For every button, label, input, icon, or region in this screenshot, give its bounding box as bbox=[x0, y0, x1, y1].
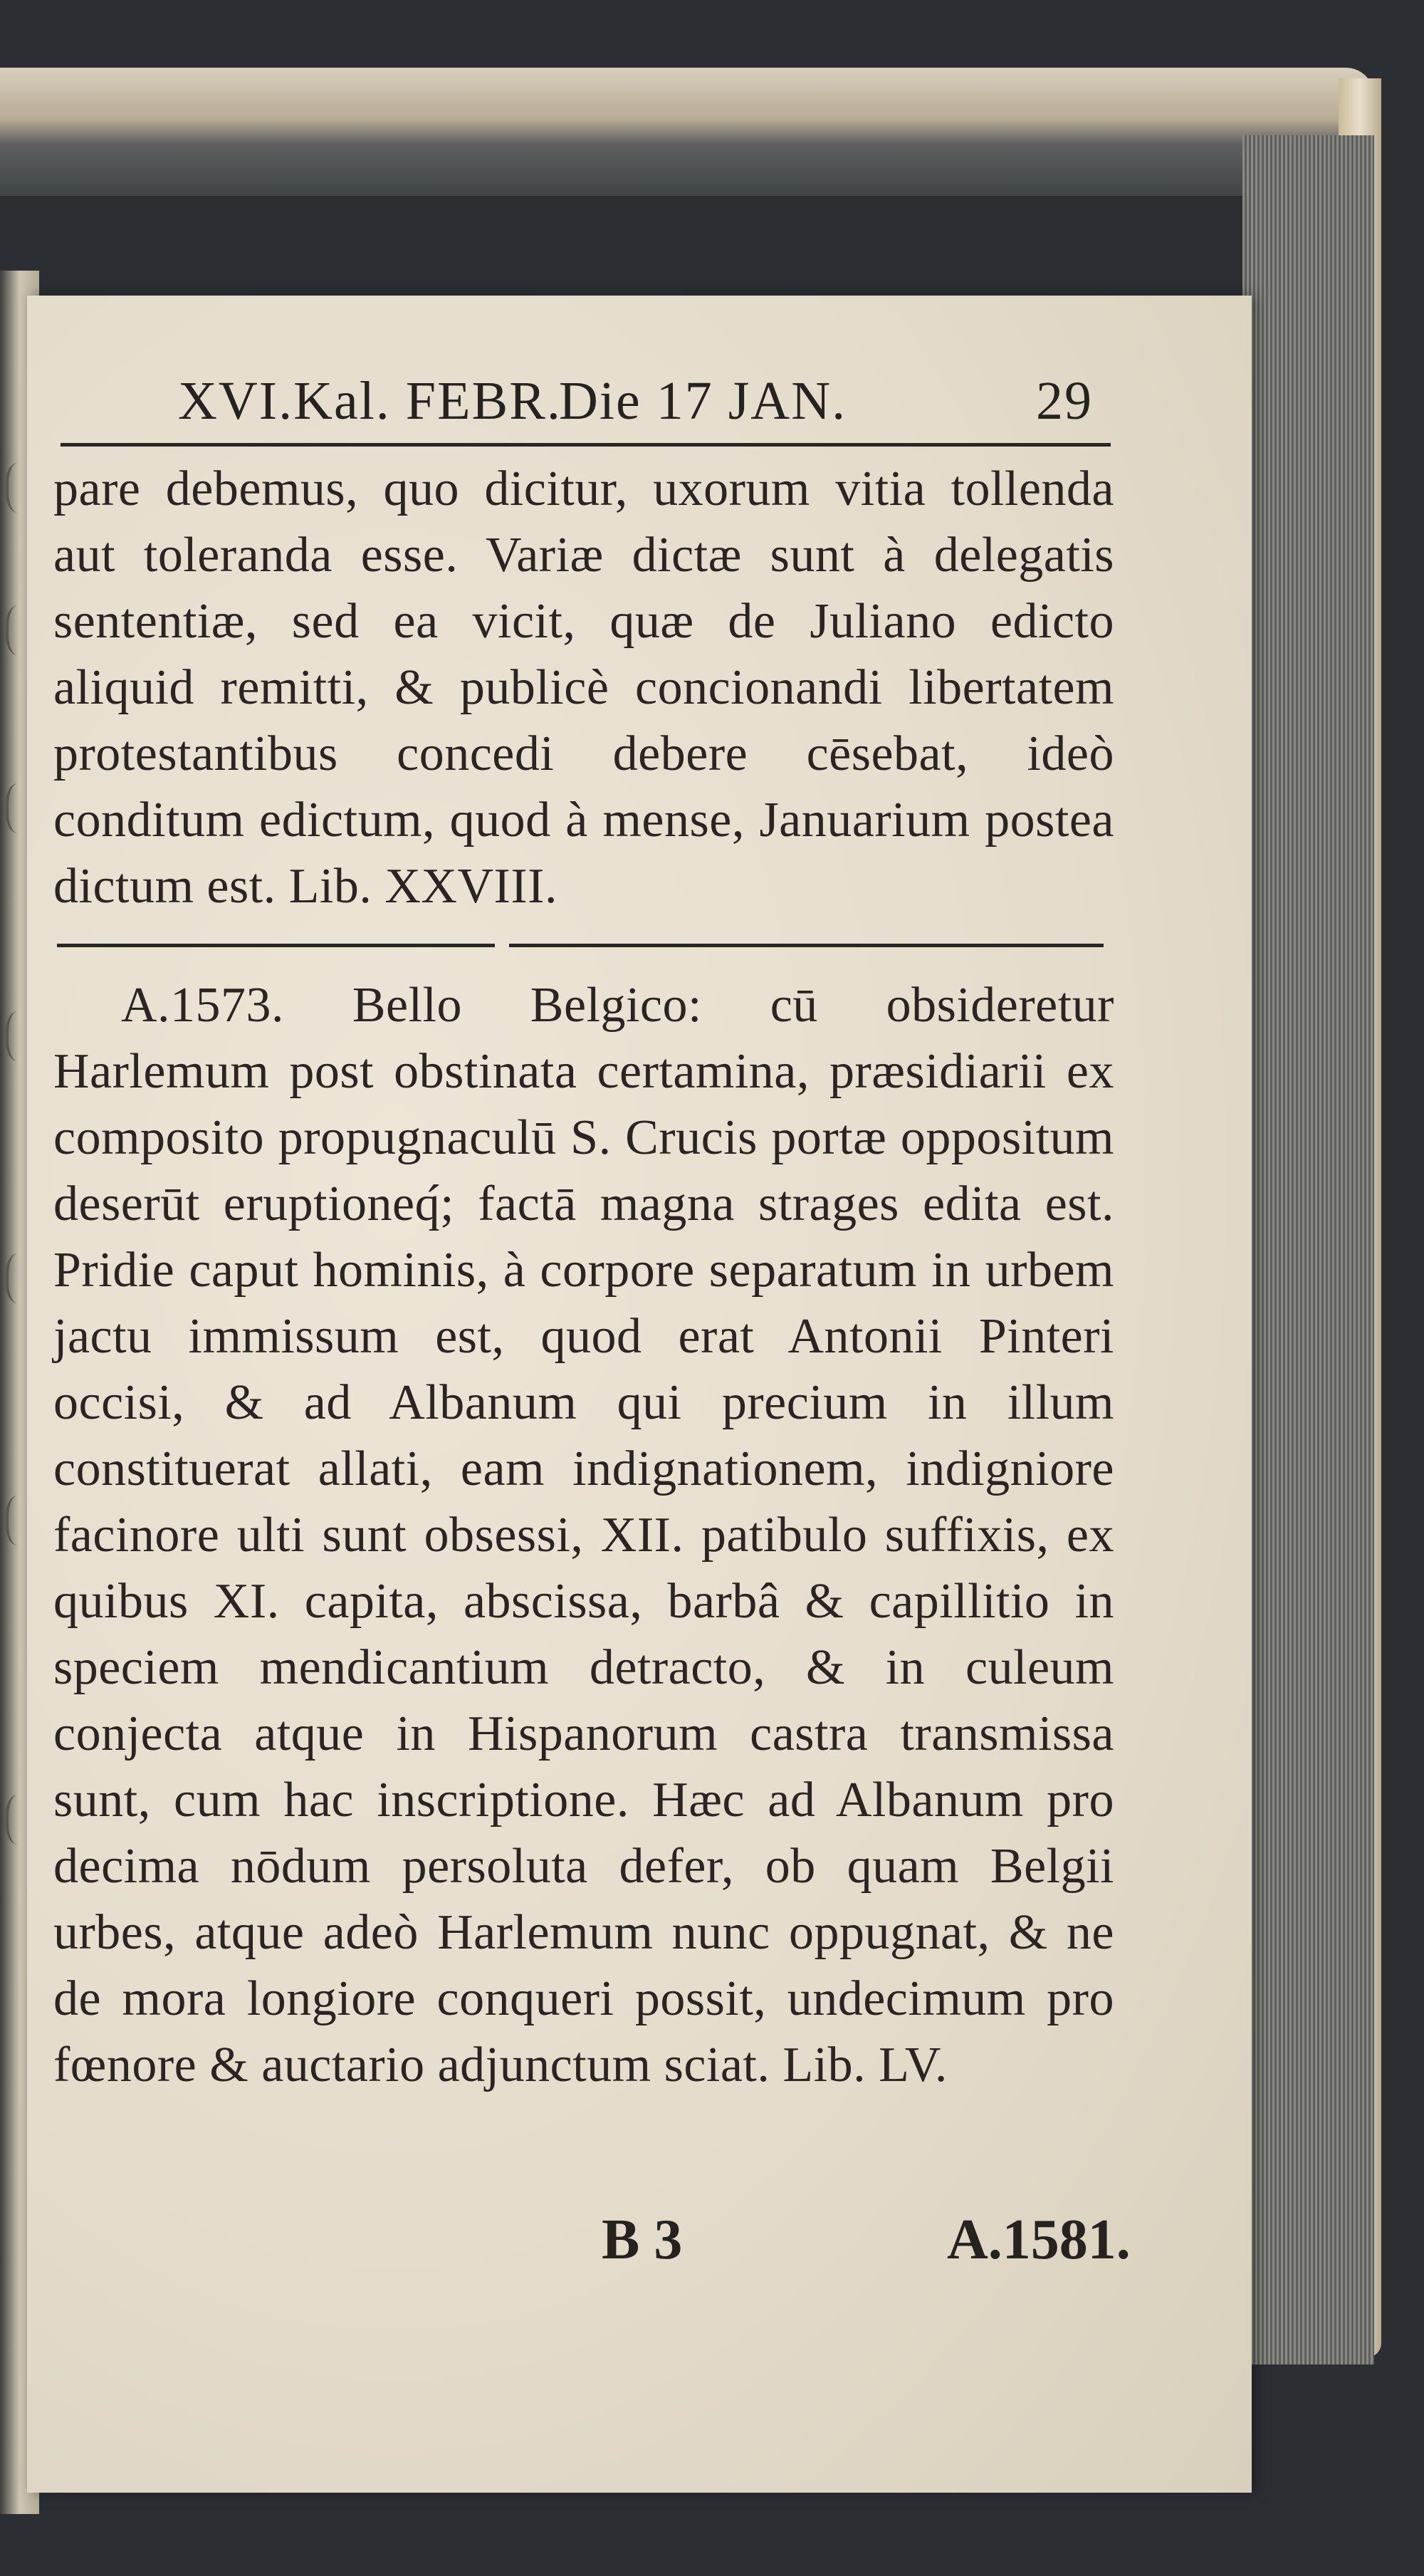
page-edges bbox=[1242, 135, 1374, 2364]
paragraph-1 bbox=[53, 456, 1114, 926]
page-number: 29 bbox=[1036, 371, 1093, 431]
signature-mark: B 3 bbox=[602, 2209, 683, 2271]
running-header bbox=[135, 370, 1111, 449]
paragraph-2 bbox=[53, 972, 1114, 2197]
header-left: XVI.Kal. FEBR. bbox=[178, 371, 562, 431]
section-rule-left bbox=[57, 944, 495, 947]
book-top-edge bbox=[0, 68, 1374, 196]
paragraph-text: A.1573. Bello Belgico: cū obsideretur Harlemum post obstinata certamina, præsidiarii ex composito propugnaculū S. Crucis portæ oppositum deserūt eruptioneq́; factā magna strages edita est. Pridie caput hominis, à corpore separatum in urbem jactu immissum est, quod erat Antonii Pinteri occisi, & ad Albanum qui precium in illum constituerat allati, eam indignationem, indigniore facinore ulti sunt obsessi, XII. patibulo suffixis, ex quibus XI. capita, abscissa, barbâ & capillitio in speciem mendicantium detracto, & in culeum conjecta atque in Hispanorum castra transmissa sunt, cum hac inscriptione. Hæc ad Albanum pro decima nōdum persoluta defer, ob quam Belgii urbes, atque adeò Harlemum nunc oppugnat, & ne de mora longiore conqueri possit, undecimum pro fœnore & auctario adjunctum sciat. Lib. LV. bbox=[53, 978, 1114, 2092]
header-rule bbox=[61, 443, 1111, 447]
paragraph-text: pare debemus, quo dicitur, uxorum vitia tollenda aut toleranda esse. Variæ dictæ sunt à delegatis sententiæ, sed ea vicit, quæ de Juliano edicto aliquid remitti, & publicè concionandi libertatem protestantibus concedi debere cēsebat, ideò conditum edictum, quod à mense, Januarium postea dictum est. Lib. XXVIII. bbox=[53, 462, 1114, 914]
header-center: Die 17 JAN. bbox=[559, 371, 847, 431]
catchword: A.1581. bbox=[947, 2209, 1131, 2271]
section-rule-right bbox=[509, 944, 1104, 947]
